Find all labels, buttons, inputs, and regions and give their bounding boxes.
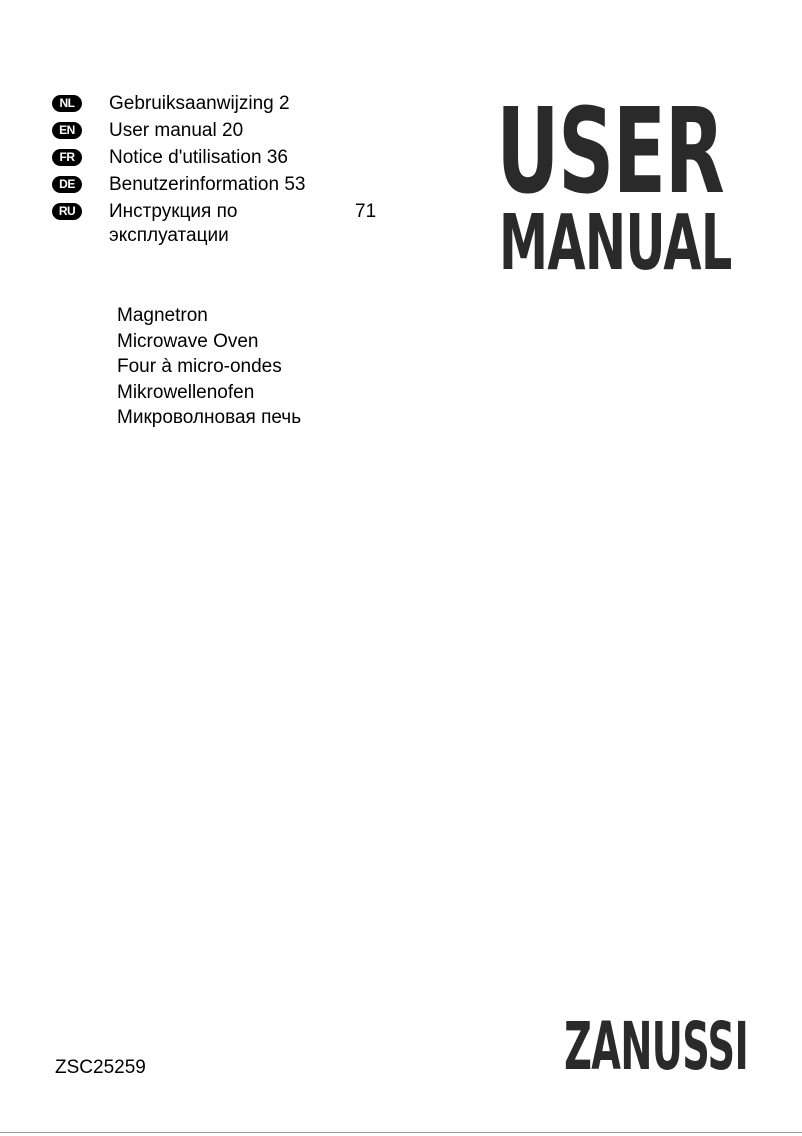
- language-title-en: User manual: [109, 120, 217, 141]
- product-names: [117, 303, 301, 431]
- cover-title-line1: USER: [496, 82, 724, 220]
- language-badge-ru: RU: [52, 203, 82, 220]
- language-badge-de: DE: [52, 176, 82, 193]
- product-name-en: Microwave Oven: [117, 330, 259, 352]
- language-title-fr: Notice d'utilisation: [109, 147, 262, 168]
- language-title-ru: Инструкция по эксплуатации: [109, 201, 238, 246]
- product-name-fr: Four à micro-ondes: [117, 356, 282, 377]
- language-title-nl: Gebruiksaanwijzing: [109, 93, 274, 114]
- language-title-de: Benutzerinformation: [109, 174, 280, 195]
- product-name-de: Mikrowellenofen: [117, 381, 255, 403]
- language-page-de: 53: [284, 174, 306, 195]
- product-name-nl: Magnetron: [117, 305, 208, 326]
- page-bottom-divider: [0, 1132, 802, 1133]
- language-entry-ru[interactable]: [52, 200, 392, 248]
- language-entry-text: [109, 92, 290, 116]
- language-badge-nl: NL: [52, 95, 82, 112]
- language-page-en: 20: [222, 120, 244, 141]
- language-entry-text: [109, 146, 288, 170]
- language-entry-en[interactable]: [52, 119, 392, 146]
- language-page-ru: 71: [355, 201, 377, 222]
- language-badge-en: EN: [52, 122, 82, 139]
- language-page-nl: 2: [279, 93, 290, 114]
- product-name-ru: Микроволновая печь: [117, 407, 302, 428]
- language-entry-de[interactable]: [52, 173, 392, 200]
- model-number: ZSC25259: [55, 1057, 146, 1078]
- language-index: [52, 92, 392, 248]
- cover-title-line2: MANUAL: [498, 199, 732, 288]
- language-entry-nl[interactable]: [52, 92, 392, 119]
- language-badge-fr: FR: [52, 149, 82, 166]
- cover-title: [450, 82, 732, 288]
- language-entry-text: [109, 119, 243, 143]
- language-entry-fr[interactable]: [52, 146, 392, 173]
- language-entry-text: [109, 173, 305, 197]
- language-page-fr: 36: [266, 147, 288, 168]
- brand-logo: ZANUSSI: [564, 1008, 749, 1085]
